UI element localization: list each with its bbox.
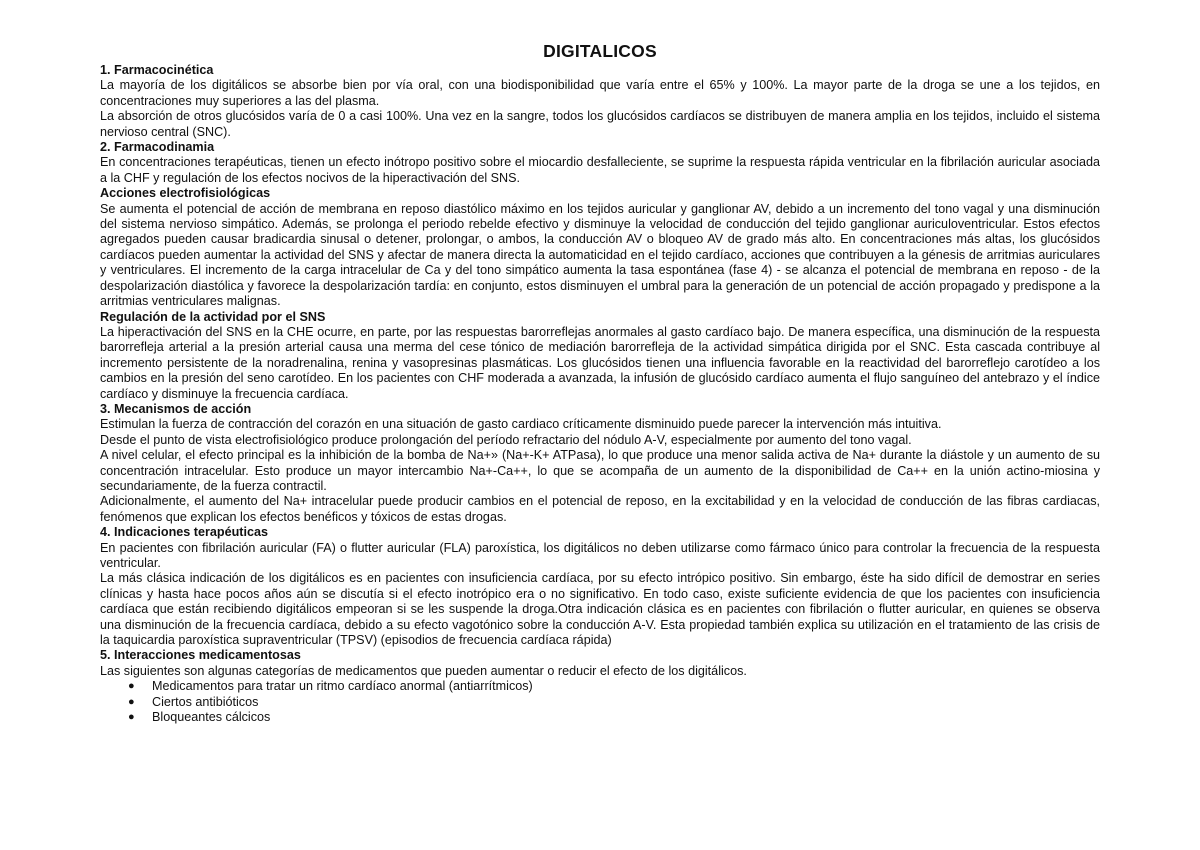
bullet-icon: ● <box>128 680 135 693</box>
section-3-heading: 3. Mecanismos de acción <box>100 401 252 416</box>
subsection-sns-regulation-paragraph: La hiperactivación del SNS en la CHE ocurre, en parte, por las respuestas barorreflejas anormales al gasto cardíaco bajo. De manera específica, una disminución de la respuesta barorrefleja arterial a la presión arterial causa una merma del cese tónico de mediación barorrefleja de la actividad simpática dirigida por el SNC. Esta cascada contribuye al incremento persistente de la noradrenalina, renina y vasopresinas plasmáticas. Los glucósidos tienen una influencia favorable en la reactividad del barorreflejo carotídeo a los cambios en la presión del seno carotídeo. En los pacientes con CHF moderada a avanzada, la infusión de glucósido cardíaco aumenta el flujo sanguíneo del antebrazo y el índice cardíaco y disminuye la frecuencia cardíaca. <box>100 324 1100 401</box>
subsection-electrophysiology-paragraph: Se aumenta el potencial de acción de membrana en reposo diastólico máximo en los tejidos auricular y ganglionar AV, debido a un incremento del tono vagal y una disminución del sistema nervioso simpático. Además, se prolonga el periodo rebelde efectivo y disminuye la velocidad de conducción del tejido ganglionar auriculoventricular. Estos efectos agregados pueden causar bradicardia sinusal o detener, prolongar, o ambos, la conducción AV o bloqueo AV de grado más alto. En concentraciones más altas, los glucósidos cardíacos pueden aumentar la actividad del SNS y afectar de manera directa la automaticidad en el tejido cardíaco, acciones que contribuyen a la génesis de arritmias auriculares y ventriculares. El incremento de la carga intracelular de Ca y del tono simpático aumenta la tasa espontánea (fase 4) - se alcanza el potencial de membrana en reposo - de la despolarización diastólica y favorece la despolarización tardía: en conjunto, estos disminuyen el umbral para la generación de un potencial de acción propagado y predispone a la arritmias ventriculares malignas. <box>100 201 1100 309</box>
list-item-text: Ciertos antibióticos <box>152 694 259 709</box>
section-5-paragraph-1: Las siguientes son algunas categorías de medicamentos que pueden aumentar o reducir el efecto de los digitálicos. <box>100 663 747 678</box>
interactions-list <box>100 679 1100 725</box>
bullet-icon: ● <box>128 695 135 708</box>
document-title: DIGITALICOS <box>543 41 657 61</box>
section-2-heading: 2. Farmacodinamia <box>100 140 215 155</box>
list-item <box>128 695 1100 710</box>
section-3-paragraph-2: Desde el punto de vista electrofisiológico produce prolongación del período refractario del nódulo A-V, especialmente por aumento del tono vagal. <box>100 432 912 447</box>
section-1-paragraph-2: La absorción de otros glucósidos varía de 0 a casi 100%. Una vez en la sangre, todos los glucósidos cardíacos se distribuyen de manera amplia en los tejidos, incluido el sistema nervioso central (SNC). <box>100 109 1100 139</box>
list-item <box>128 710 1100 725</box>
section-4-heading: 4. Indicaciones terapéuticas <box>100 525 268 540</box>
section-3-paragraph-4: Adicionalmente, el aumento del Na+ intracelular puede producir cambios en el potencial de reposo, en la excitabilidad y en la velocidad de conducción de las fibras cardiacas, fenómenos que explican los efectos benéficos y tóxicos de estas drogas. <box>100 494 1100 524</box>
section-1-heading: 1. Farmacocinética <box>100 63 214 77</box>
bullet-icon: ● <box>128 711 135 724</box>
list-item <box>128 679 1100 694</box>
subsection-sns-regulation-heading: Regulación de la actividad por el SNS <box>100 309 326 324</box>
section-1-paragraph-1: La mayoría de los digitálicos se absorbe bien por vía oral, con una biodisponibilidad que varía entre el 65% y 100%. La mayor parte de la droga se une a los tejidos, en concentraciones muy superiores a las del plasma. <box>100 78 1100 108</box>
section-5-heading: 5. Interacciones medicamentosas <box>100 648 301 663</box>
section-3-paragraph-3: A nivel celular, el efecto principal es la inhibición de la bomba de Na+» (Na+-K+ ATPasa), lo que produce una menor salida activa de Na+ durante la diástole y un aumento de su concentración intracelular. Esto produce un mayor intercambio Na+-Ca++, lo que se acompaña de un aumento de la disponibilidad de Ca++ en la unión actino-miosina y secundariamente, de la fuerza contractil. <box>100 448 1100 493</box>
list-item-text: Bloqueantes cálcicos <box>152 710 271 725</box>
subsection-electrophysiology-heading: Acciones electrofisiológicas <box>100 186 271 201</box>
list-item-text: Medicamentos para tratar un ritmo cardíaco anormal (antiarrítmicos) <box>152 679 533 694</box>
section-4-paragraph-1: En pacientes con fibrilación auricular (FA) o flutter auricular (FLA) paroxística, los digitálicos no deben utilizarse como fármaco único para controlar la frecuencia de la respuesta ventricular. <box>100 540 1100 570</box>
section-4-paragraph-2: La más clásica indicación de los digitálicos es en pacientes con insuficiencia cardíaca, por su efecto intrópico positivo. Sin embargo, éste ha sido difícil de demostrar en series clínicas y hasta hace pocos años aún se discutía si el efecto inotrópico era o no significativo. En todo caso, existe suficiente evidencia de que los pacientes con insuficiencia cardíaca que están recibiendo digitálicos empeoran si se les suspende la droga.Otra indicación clásica es en pacientes con fibrilación o flutter auricular, en quienes se observa una disminución de la frecuencia cardíaca, debido a su efecto vagotónico sobre la conducción A-V. Esta propiedad también explica su utilización en el tratamiento de las crisis de la taquicardia paroxística supraventricular (TPSV) (episodios de frecuencia cardíaca rápida) <box>100 571 1100 648</box>
section-3-paragraph-1: Estimulan la fuerza de contracción del corazón en una situación de gasto cardiaco críticamente disminuido puede parecer la intervención más intuitiva. <box>100 417 942 432</box>
section-2-paragraph-1: En concentraciones terapéuticas, tienen un efecto inótropo positivo sobre el miocardio desfalleciente, se suprime la respuesta rápida ventricular en la fibrilación auricular asociada a la CHF y regulación de los efectos nocivos de la hiperactivación del SNS. <box>100 155 1100 185</box>
